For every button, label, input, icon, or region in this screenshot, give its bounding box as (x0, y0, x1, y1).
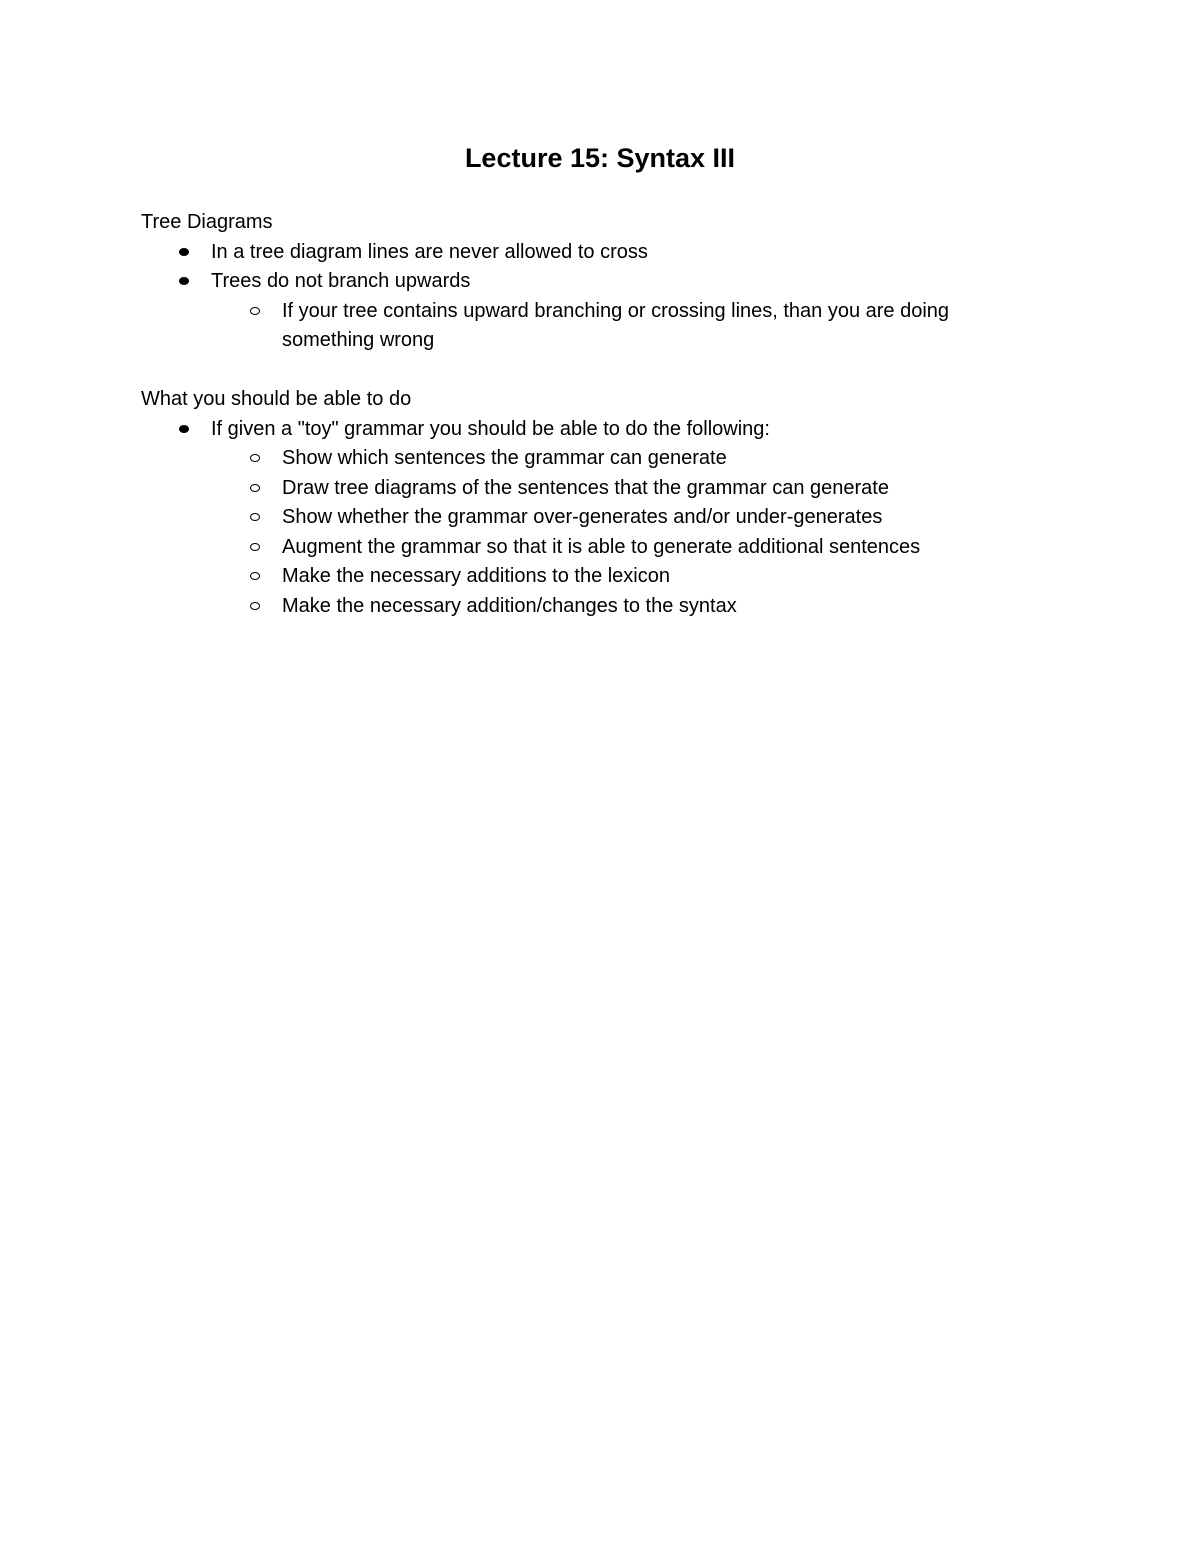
list-item (141, 562, 1041, 592)
hollow-bullet-icon (250, 307, 260, 315)
list-item-text: Make the necessary addition/changes to the syntax (282, 594, 737, 617)
list-item-text: In a tree diagram lines are never allowed to cross (211, 240, 648, 263)
section-heading: Tree Diagrams (141, 211, 273, 233)
section-heading: What you should be able to do (141, 388, 412, 410)
list-item-text: Draw tree diagrams of the sentences that the grammar can generate (282, 476, 889, 499)
list-item (141, 415, 1041, 445)
list-item (141, 592, 1041, 622)
filled-bullet-icon (179, 248, 189, 256)
list-item-text: If your tree contains upward branching or crossing lines, than you are doing something wrong (282, 299, 950, 351)
list-item-text: Make the necessary additions to the lexicon (282, 565, 670, 587)
page-title: Lecture 15: Syntax III (464, 143, 736, 173)
hollow-bullet-icon (250, 543, 260, 551)
section-tree-diagrams (141, 208, 1041, 356)
hollow-bullet-icon (250, 454, 260, 462)
list-item (141, 444, 1041, 474)
list-item (141, 474, 1041, 504)
list-item (141, 238, 1041, 268)
list-item (141, 503, 1041, 533)
hollow-bullet-icon (250, 572, 260, 580)
section-what-you-should-be-able-to-do (141, 385, 1041, 621)
hollow-bullet-icon (250, 484, 260, 492)
hollow-bullet-icon (250, 602, 260, 610)
list-item (141, 297, 1004, 356)
list-item (141, 533, 1041, 563)
filled-bullet-icon (179, 277, 189, 285)
list-item-text: Augment the grammar so that it is able to generate additional sentences (282, 535, 921, 558)
list-item-text: Show which sentences the grammar can generate (282, 447, 727, 469)
list-item-text: Show whether the grammar over-generates and/or under-generates (282, 506, 883, 528)
filled-bullet-icon (179, 425, 189, 433)
list-item-text: Trees do not branch upwards (211, 270, 471, 292)
list-item-text: If given a "toy" grammar you should be able to do the following: (211, 417, 770, 440)
list-item (141, 267, 1041, 297)
hollow-bullet-icon (250, 513, 260, 521)
